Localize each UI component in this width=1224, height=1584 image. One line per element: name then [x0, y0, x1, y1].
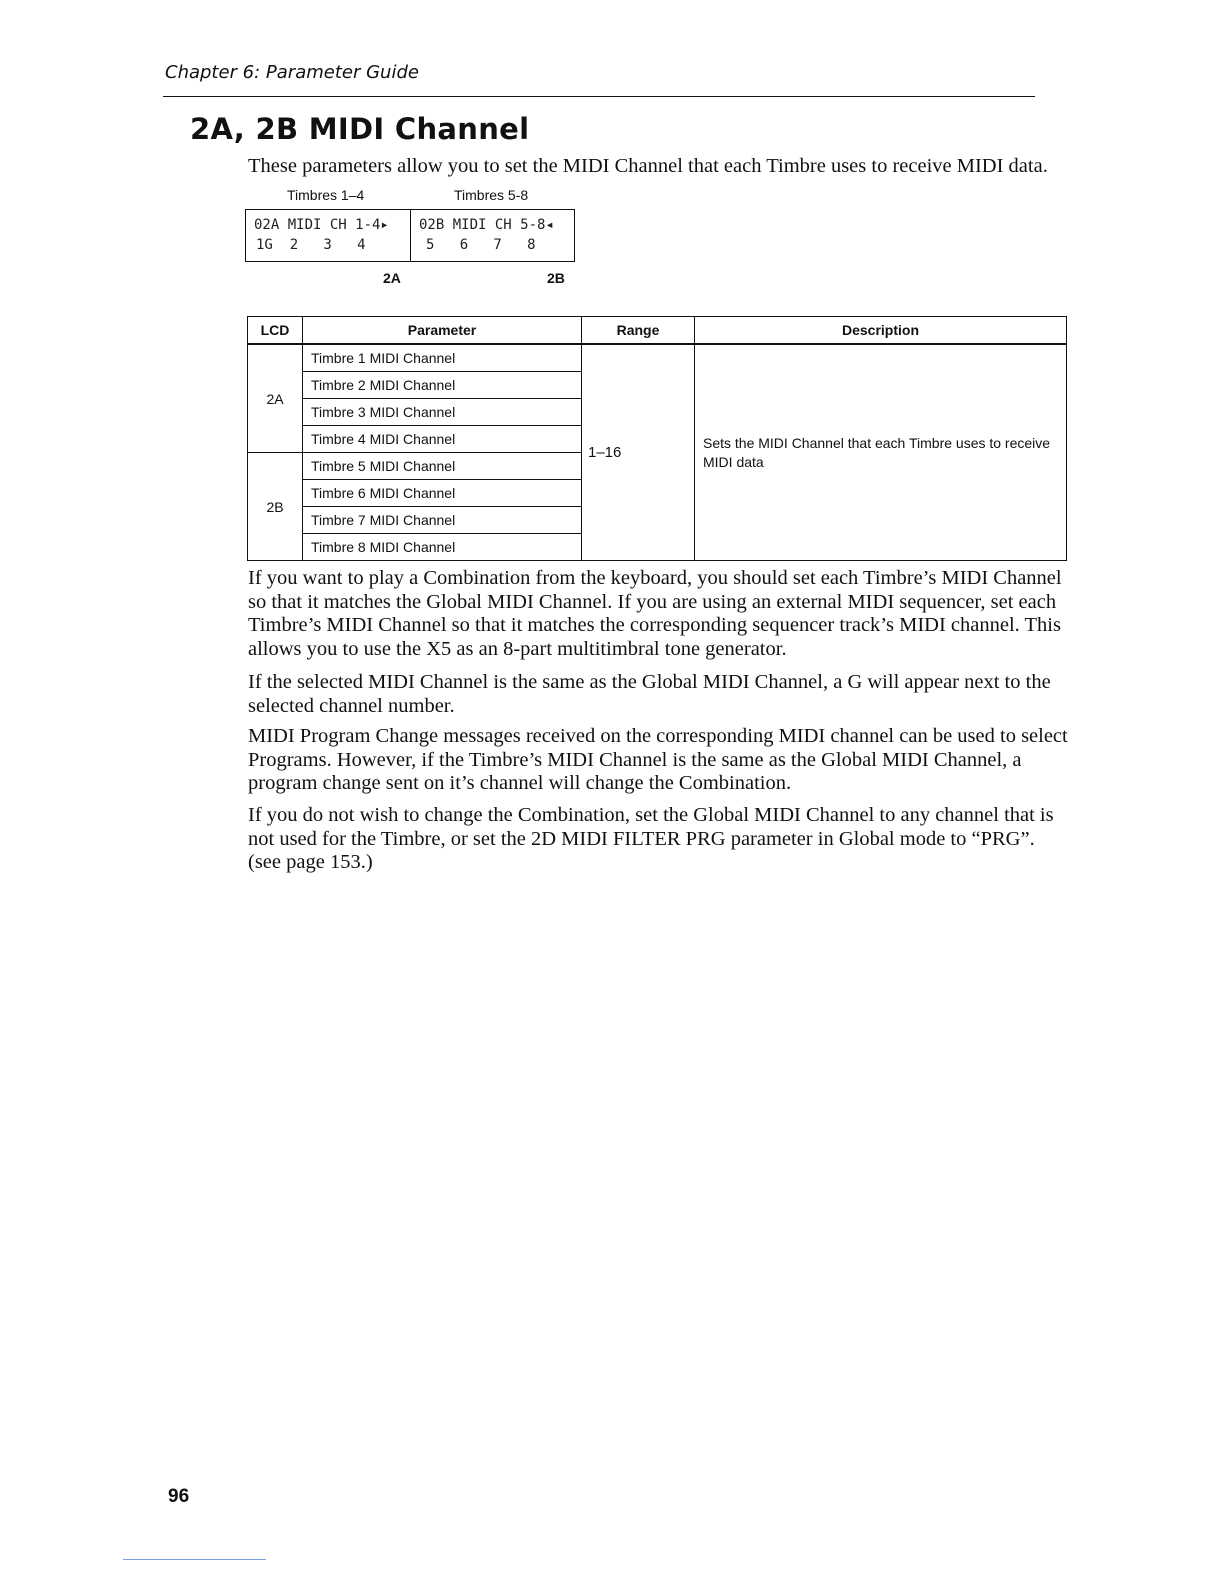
description-cell: Sets the MIDI Channel that each Timbre uses to receive MIDI data: [695, 344, 1067, 561]
header-range: Range: [582, 317, 695, 345]
paragraph-2: If the selected MIDI Channel is the same as the Global MIDI Channel, a G will appear next to the selected channel number.: [248, 671, 1051, 717]
lcd-caption-timbres-5-8: Timbres 5-8: [454, 187, 529, 203]
lcd-divider: [410, 210, 411, 261]
param-cell: Timbre 4 MIDI Channel: [303, 426, 582, 453]
page-number: 96: [168, 1486, 190, 1507]
lcd-left-line-2: 1G 2 3 4: [256, 237, 366, 253]
param-cell: Timbre 5 MIDI Channel: [303, 453, 582, 480]
lcd-label-2a: 2A: [383, 270, 401, 286]
lcd-right-line-2: 5 6 7 8: [426, 237, 536, 253]
paragraph-4: If you do not wish to change the Combination, set the Global MIDI Channel to any channel that is not used for the Timbre, or set the 2D MIDI FILTER PRG parameter in Global mode to “PRG”. (see page 153.): [248, 804, 1054, 873]
header-lcd: LCD: [248, 317, 303, 345]
header-description: Description: [695, 317, 1067, 345]
lcd-display: [245, 209, 575, 262]
paragraph-3: MIDI Program Change messages received on the corresponding MIDI channel can be used to select Programs. However, if the Timbre’s MIDI Channel is the same as the Global MIDI Channel, a program change sent on it’s channel will change the Combination.: [248, 725, 1068, 794]
param-cell: Timbre 6 MIDI Channel: [303, 480, 582, 507]
lcd-left-line-1: 02A MIDI CH 1-4▸: [254, 217, 389, 233]
param-cell: Timbre 2 MIDI Channel: [303, 372, 582, 399]
lcd-group-2b: 2B: [248, 453, 303, 561]
param-cell: Timbre 3 MIDI Channel: [303, 399, 582, 426]
header-parameter: Parameter: [303, 317, 582, 345]
table-row: [248, 344, 1067, 372]
paragraph-1: If you want to play a Combination from the keyboard, you should set each Timbre’s MIDI Channel so that it matches the Global MIDI Channel. If you are using an external MIDI sequencer, set each Timbre’s MIDI Channel so that it matches the corresponding sequencer track’s MIDI channel. This allows you to use the X5 as an 8-part multitimbral tone generator.: [248, 567, 1062, 660]
lcd-label-2b: 2B: [547, 270, 565, 286]
param-cell: Timbre 8 MIDI Channel: [303, 534, 582, 561]
range-cell: 1–16: [582, 344, 695, 561]
section-title: 2A, 2B MIDI Channel: [190, 112, 530, 146]
header-rule: [163, 96, 1035, 97]
lcd-group-2a: 2A: [248, 344, 303, 453]
lcd-right-line-1: 02B MIDI CH 5-8◂: [419, 217, 554, 233]
chapter-header: Chapter 6: Parameter Guide: [165, 62, 419, 83]
param-cell: Timbre 7 MIDI Channel: [303, 507, 582, 534]
parameter-table: [247, 316, 1067, 561]
lcd-caption-timbres-1-4: Timbres 1–4: [287, 187, 365, 203]
footer-line: [123, 1559, 266, 1560]
intro-text: These parameters allow you to set the MIDI Channel that each Timbre uses to receive MIDI data.: [248, 155, 1048, 177]
param-cell: Timbre 1 MIDI Channel: [303, 344, 582, 372]
table-header-row: [248, 317, 1067, 345]
